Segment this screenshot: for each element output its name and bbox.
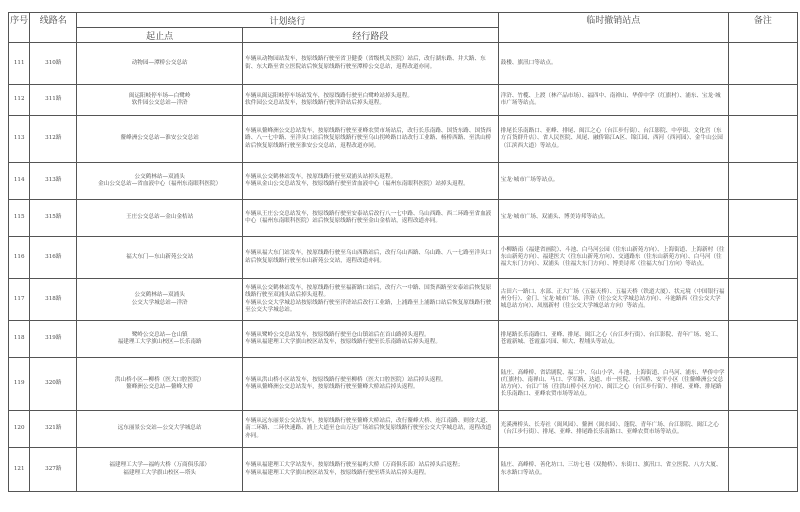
start-end-line: 鹭岭公交总站—仓山镇 xyxy=(131,331,188,338)
remarks-cell xyxy=(728,321,797,358)
via-section-line: 车辆从福建理工大学旗山校区站发车，按原线路行驶至塔头站后掉头返程。 xyxy=(245,469,430,476)
route-name-cell: 319路 xyxy=(30,321,77,358)
seq-cell: 116 xyxy=(9,237,30,279)
start-end-line: 软件园公交总站—洋浒 xyxy=(131,100,188,106)
table-row xyxy=(9,43,798,85)
via-section-line: 车辆从动物园站发车，按原线路行驶至省卫健委（省级机关医院）站后，改行湖东路、井大路、东街、东大路至省立医院站后恢复原线路行驶至潭桥公交总站，返程改道亦同。 xyxy=(245,56,486,70)
header-plan-detour: 计划绕行 xyxy=(77,13,498,28)
start-end-cell xyxy=(77,411,243,448)
header-route-name: 线路名 xyxy=(30,13,77,43)
cancelled-stops-cell: 小柳路南（福建省画院）、斗池、白马河公园（往东山新苑方向）、上海街道、上海新村（往东山新苑方向）、福建医大（往东山新苑方向）、交通路东（往东山新苑方向）、白马河（往福大东门方向）、双浦头（往福大东门方向）、博美诗邦（往福大东门方向）等站点。 xyxy=(498,237,728,279)
header-seq: 序号 xyxy=(9,13,30,43)
cancelled-stops-cell: 排尾长乐南路口、亚峰、排尾、闽江之心（台江步行街）、台江影院、中亭街、文化宫（东方百货群升店）、省人民医院、凤尾、融侨锦江A区、锦江园、西河（西河园）、金牛山公园（江滨西大道）等站点。 xyxy=(498,116,728,163)
remarks-cell xyxy=(728,85,797,116)
table-row xyxy=(9,116,798,163)
start-end-line: 公交鹤林站—双浦头 xyxy=(134,292,185,299)
cancelled-stops-cell: 排尾路长乐南路口、亚峰、排尾、闽江之心（台江步行街）、台江影院、青年广场、轮工、苍霞新城、苍霞嘉兴园、师大、程埔头等站点。 xyxy=(498,321,728,358)
cancelled-stops-cell: 宝龙·城市广场、双浦头、博美诗邦等站点。 xyxy=(498,200,728,237)
remarks-cell xyxy=(728,237,797,279)
start-end-line: 动物园—潭桥公交总站 xyxy=(131,59,188,66)
via-section-line: 车辆从公交鹤林站发车，按原线路行驶至福新路口站后，改行六一中路、国货西路至安泰站后恢复原线路行驶至双浦头站后掉头返程。 xyxy=(245,285,492,299)
remarks-cell xyxy=(728,448,797,492)
start-end-cell xyxy=(77,448,243,492)
via-section-line: 车辆从洪山桥小区站发车，按原线路行驶至柳桥（医大口腔医院）站后掉头返程。 xyxy=(245,376,447,383)
remarks-cell xyxy=(728,279,797,321)
start-end-cell xyxy=(77,116,243,163)
start-end-line: 公交大学城总站—洋浒 xyxy=(131,299,188,306)
route-name-cell: 320路 xyxy=(30,358,77,411)
table-row xyxy=(9,279,798,321)
via-section-line: 车辆从福大东门站发车，按原线路行驶至乌山西路站后，改行乌山西路、乌山路、八一七路至洋头口站后恢复原线路行驶至东山新苑公交站，返程改道亦同。 xyxy=(245,250,492,264)
remarks-cell xyxy=(728,358,797,411)
header-via-section: 经行路段 xyxy=(243,28,499,43)
start-end-cell xyxy=(77,279,243,321)
via-section-line: 车辆从公交鹤林站发车，按原线路行驶至双浦头站掉头返程。 xyxy=(245,173,397,180)
start-end-cell xyxy=(77,43,243,85)
seq-cell: 112 xyxy=(9,85,30,116)
remarks-cell xyxy=(728,43,797,85)
seq-cell: 113 xyxy=(9,116,30,163)
via-section-cell xyxy=(243,85,499,116)
via-section-cell xyxy=(243,279,499,321)
route-name-cell: 313路 xyxy=(30,163,77,200)
table-row xyxy=(9,163,798,200)
table-row xyxy=(9,358,798,411)
route-name-cell: 327路 xyxy=(30,448,77,492)
via-section-cell xyxy=(243,321,499,358)
via-section-cell xyxy=(243,448,499,492)
start-end-line: 远东丽景公交站—公交大学城总站 xyxy=(117,425,202,432)
via-section-cell xyxy=(243,358,499,411)
remarks-cell xyxy=(728,116,797,163)
seq-cell: 115 xyxy=(9,200,30,237)
cancelled-stops-cell: 光溪洲桥头、长寿社（闽风园）、鳌洲（闽水园）、蓬院、青年广场、台江影院、闽江之心（台江步行街）、排尾、亚峰、排尾路长乐南路口、亚峰农贸市场等站点。 xyxy=(498,411,728,448)
start-end-line: 福建理工大学旗山校区—塔头 xyxy=(123,469,197,476)
start-end-line: 鳌峰洲公交总站—鳌峰大桥 xyxy=(126,384,194,390)
table-row xyxy=(9,411,798,448)
seq-cell: 120 xyxy=(9,411,30,448)
header-cancelled-stops: 临时撤销站点 xyxy=(498,13,728,43)
via-section-line: 车辆从王庄公交总站发车，按原线路行驶至安泰站后改行八一七中路、乌山西路、西二环路至省血液中心（福州东南眼科医院）站后恢复原线路行驶至金山金桔站，返程改道亦同。 xyxy=(245,210,492,224)
remarks-cell xyxy=(728,200,797,237)
cancelled-stops-cell: 宝龙·城市广场等站点。 xyxy=(498,163,728,200)
route-name-cell: 311路 xyxy=(30,85,77,116)
table-row xyxy=(9,448,798,492)
route-detour-table xyxy=(8,12,798,492)
via-section-cell xyxy=(243,163,499,200)
start-end-line: 鳌峰洲公交总站—淮安公交总站 xyxy=(120,135,199,142)
cancelled-stops-cell: 洋浒、竹榄、上渡（林产品市场）、福四中、南禅山、华侨中学（红旗村）、浦东、宝龙·城市广场等站点。 xyxy=(498,85,728,116)
via-section-cell xyxy=(243,237,499,279)
via-section-line: 车辆从公交大学城总站按原线路行驶至洋浒站后改行工业路，上浦路至上浦路口站后恢复原线路行驶至公交大学城总站。 xyxy=(245,299,492,313)
start-end-cell xyxy=(77,237,243,279)
start-end-cell xyxy=(77,85,243,116)
route-name-cell: 318路 xyxy=(30,279,77,321)
via-section-line: 车辆从鳌峰洲公交总站发车，按原线路行驶至亚峰农贸市场站后，改行长乐南路、国货东路、国货西路、八一七中路、至洋头口站后恢复原线路行驶至乌山拐岭路口站改行工业路、杨桥西路、至洪山桥站后恢复原线路行驶至淮安公交总站，返程改道亦同。 xyxy=(245,128,492,149)
via-section-line: 车辆从鳌峰洲公交总站发车，按原线路行驶至鳌峰大桥站后掉头返程。 xyxy=(245,384,419,390)
start-end-cell xyxy=(77,200,243,237)
route-name-cell: 315路 xyxy=(30,200,77,237)
start-end-line: 福建理工大学—福屿大桥（万商俱乐部） xyxy=(109,462,211,469)
seq-cell: 121 xyxy=(9,448,30,492)
via-section-line: 软件园公交总站发车，按原线路行驶洋浒站后掉头返程。 xyxy=(245,100,385,106)
cancelled-stops-cell: 陆庄、高峰桥、省话剧院、福二中、乌山小学、斗池、上海街道、白马河、浦东、华侨中学(红旗村)、南禅山、马口、学军路、达道、市一医院、十四桥、安平小区（往鳌峰洲公交总站方向）、台江广场（往洪山桥小区方向）、闽江之心（台江步行街）、排尾、亚峰、排尾路长乐南路口、亚峰农贸市场等站点。 xyxy=(498,358,728,411)
table-row xyxy=(9,321,798,358)
route-name-cell: 312路 xyxy=(30,116,77,163)
cancelled-stops-cell: 古田六一路口、水部、正大广场（五福天桥）、五福天桥（铁道大厦）、状元境（中国银行福州分行）、金门、宝龙·城市广场、洋浒（往公交大学城总站方向）、斗池路西（往公交大学城总站方向）、凤凰新村（往公交大学城总站方向）等站点。 xyxy=(498,279,728,321)
start-end-line: 闽运阳岐停车场—白鹭岭 xyxy=(128,92,191,99)
start-end-cell xyxy=(77,321,243,358)
via-section-cell xyxy=(243,43,499,85)
start-end-cell xyxy=(77,163,243,200)
route-name-cell: 316路 xyxy=(30,237,77,279)
start-end-line: 福大东门—东山新苑公交站 xyxy=(126,253,194,260)
start-end-line: 福建理工大学旗山校区—长乐南路 xyxy=(117,339,202,345)
cancelled-stops-cell: 陆庄、高峰桥、善化坊口、三坊七巷（双抛桥）、东街口、旗汛口、省立医院、八方大厦、东水路口等站点。 xyxy=(498,448,728,492)
route-name-cell: 310路 xyxy=(30,43,77,85)
start-end-line: 公交鹤林站—双浦头 xyxy=(134,173,185,180)
seq-cell: 114 xyxy=(9,163,30,200)
start-end-cell xyxy=(77,358,243,411)
route-name-cell: 321路 xyxy=(30,411,77,448)
via-section-cell xyxy=(243,200,499,237)
via-section-line: 车辆从福建理工大学旗山校区站发车，按原线路行驶至长乐南路站后掉头返程。 xyxy=(245,339,441,345)
via-section-line: 车辆从金山公交总站发车，按原线路行驶至省血液中心（福州东南眼科医院）站掉头返程。 xyxy=(245,181,469,187)
start-end-line: 金山公交总站—省血液中心（福州东南眼科医院） xyxy=(98,181,222,187)
header-remarks: 备注 xyxy=(728,13,797,43)
remarks-cell xyxy=(728,411,797,448)
remarks-cell xyxy=(728,163,797,200)
table-row xyxy=(9,237,798,279)
table-row xyxy=(9,200,798,237)
start-end-line: 洪山桥小区—柳桥（医大口腔医院） xyxy=(114,376,205,383)
via-section-line: 车辆从鹭岭公交总站发车，按原线路行驶至仓山镇站后在首山路掉头返程。 xyxy=(245,331,430,338)
table-body xyxy=(9,43,798,492)
start-end-line: 王庄公交总站—金山金桔站 xyxy=(126,214,194,221)
seq-cell: 117 xyxy=(9,279,30,321)
via-section-line: 车辆从闽运阳岐停车场站发车，按原线路行驶至白鹭岭站掉头返程。 xyxy=(245,92,413,99)
via-section-line: 车辆从福建理工大学站发车，按原线路行驶至福屿大桥（万商俱乐部）站后掉头后返程； xyxy=(245,462,464,469)
cancelled-stops-cell: 鼓楼、旗汛口等站点。 xyxy=(498,43,728,85)
seq-cell: 118 xyxy=(9,321,30,358)
seq-cell: 111 xyxy=(9,43,30,85)
via-section-cell xyxy=(243,411,499,448)
via-section-cell xyxy=(243,116,499,163)
table-row xyxy=(9,85,798,116)
header-start-end: 起止点 xyxy=(77,28,243,43)
via-section-line: 车辆从远东丽景公交站发车，按原线路行驶至鳌峰大桥站后，改行鳌峰大桥、连江南路、则徐大道、南二环路、二环快速路、浦上大道至仓山万达广场站后恢复原线路行驶至公交大学城总站，返程改道亦同。 xyxy=(245,418,492,439)
seq-cell: 119 xyxy=(9,358,30,411)
